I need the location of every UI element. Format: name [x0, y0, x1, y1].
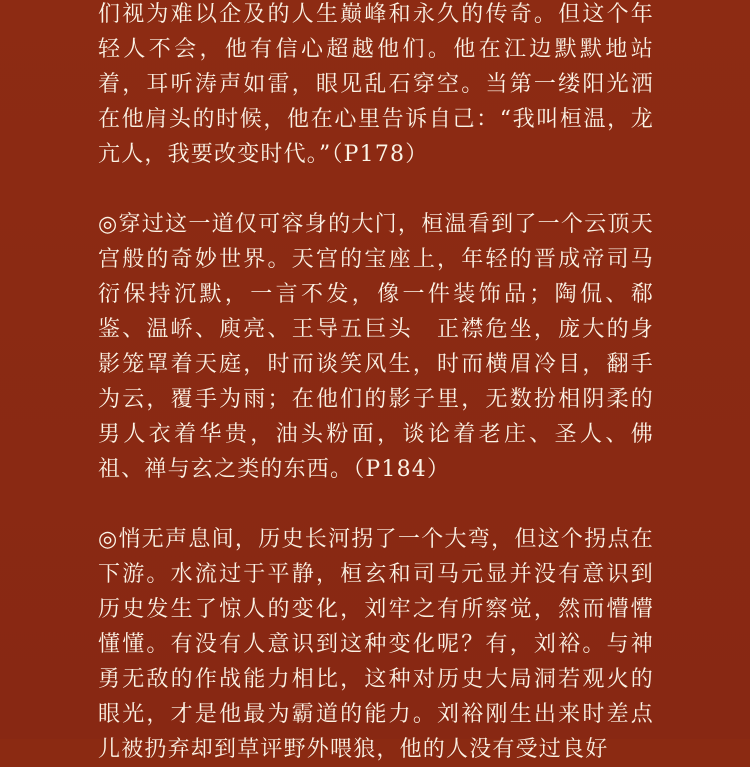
- paragraph-1: 们视为难以企及的人生巅峰和永久的传奇。但这个年轻人不会，他有信心超越他们。他在江边默默地站着，耳听涛声如雷，眼见乱石穿空。当第一缕阳光洒在他肩头的时候，他在心里告诉自己：“我叫桓温，龙亢人，我要改变时代。”（P178）: [98, 2, 654, 167]
- article-body: [98, 0, 654, 767]
- paragraph-2: ◎穿过这一道仅可容身的大门，桓温看到了一个云顶天宫般的奇妙世界。天宫的宝座上，年轻的晋成帝司马衍保持沉默，一言不发，像一件装饰品；陶侃、郗鉴、温峤、庾亮、王导五巨头 正襟危坐，庞大的身影笼罩着天庭，时而谈笑风生，时而横眉冷目，翻手为云，覆手为雨；在他们的影子里，无数扮相阴柔的男人衣着华贵，油头粉面，谈论着老庄、圣人、佛祖、禅与玄之类的东西。（P184）: [98, 212, 654, 482]
- paragraph-3: ◎悄无声息间，历史长河拐了一个大弯，但这个拐点在下游。水流过于平静，桓玄和司马元显并没有意识到历史发生了惊人的变化，刘牢之有所察觉，然而懵懵懂懂。有没有人意识到这种变化呢？有，刘裕。与神勇无敌的作战能力相比，这种对历史大局洞若观火的眼光，才是他最为霸道的能力。刘裕刚生出来时差点儿被扔弃却到草评野外喂狼，他的人没有受过良好: [98, 527, 654, 762]
